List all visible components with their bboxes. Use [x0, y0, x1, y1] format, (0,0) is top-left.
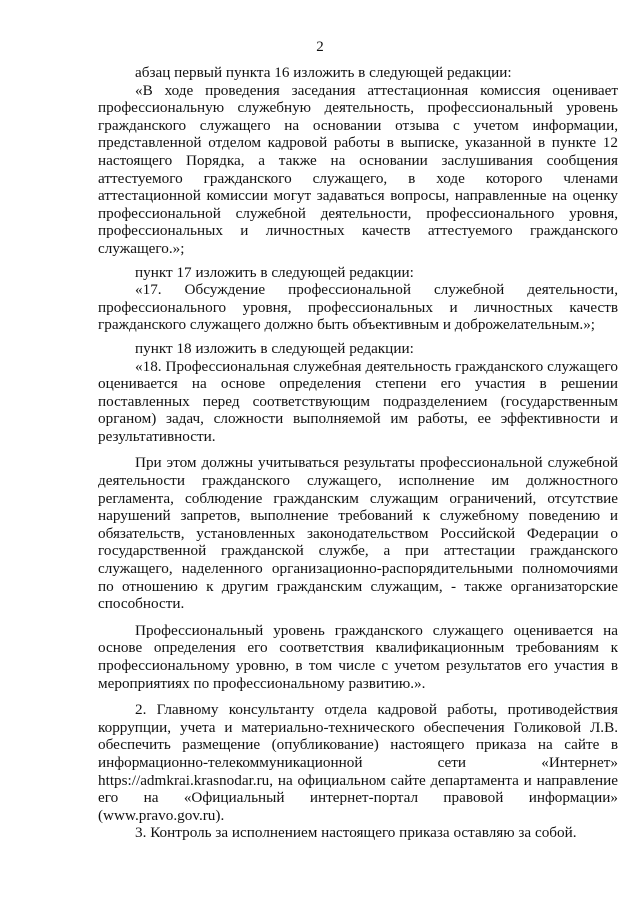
page-number: 2	[316, 39, 324, 55]
paragraph-item-3: 3. Контроль за исполнением настоящего приказа оставляю за собой.	[135, 824, 577, 842]
document-body	[98, 64, 618, 842]
paragraph-amend-17-intro: пункт 17 изложить в следующей редакции:	[135, 263, 414, 281]
paragraph-amend-18-intro: пункт 18 изложить в следующей редакции:	[135, 339, 414, 357]
paragraph-amend-18-consider: При этом должны учитываться результаты профессиональной служебной деятельности гражданского служащего, исполнение им должностного регламента, соблюдение гражданским служащим ограничений, отсутствие нарушений запретов, выполнение требований к служебному поведению и обязательств, установленных законодательством Российской Федерации о государственной гражданской службе, а при аттестации гражданского служащего, наделенного организационно-распорядительными полномочиями по отношению к другим гражданским служащим, - также организаторские способности.	[98, 454, 618, 613]
paragraph-amend-18-level: Профессиональный уровень гражданского служащего оценивается на основе определения его соответствия квалификационным требованиям к профессиональному уровню, в том числе с учетом результатов его участия в мероприятиях по профессиональному развитию.».	[98, 621, 618, 692]
paragraph-amend-18-text: «18. Профессиональная служебная деятельность гражданского служащего оценивается на основе определения степени его участия в решении поставленных перед соответствующим подразделением (государственным органом) задач, сложности выполняемой им работы, ее эффективности и результативности.	[98, 357, 618, 445]
paragraph-item-2: 2. Главному консультанту отдела кадровой работы, противодействия коррупции, учета и материально-технического обеспечения Голиковой Л.В. обеспечить размещение (опубликование) настоящего приказа на сайте в информационно-телекоммуникационной сети «Интернет» https://admkrai.krasnodar.ru, на официальном сайте департамента и направление его на «Официальный интернет-портал правовой информации» (www.pravo.gov.ru).	[98, 701, 618, 824]
paragraph-amend-16-intro: абзац первый пункта 16 изложить в следующей редакции:	[135, 64, 512, 81]
paragraph-amend-16-text: «В ходе проведения заседания аттестационная комиссия оценивает профессиональную служебную деятельность, профессиональный уровень гражданского служащего на основании отзыва с учетом информации, представленной отделом кадровой работы в выписке, указанной в пункте 12 настоящего Порядка, а также на основании заслушивания сообщения аттестуемого гражданского служащего, в ходе которого членами аттестационной комиссии могут задаваться вопросы, направленные на оценку профессиональной служебной деятельности, профессионального уровня, профессиональных и личностных качеств аттестуемого гражданского служащего.»;	[98, 81, 618, 257]
paragraph-amend-17-text: «17. Обсуждение профессиональной служебной деятельности, профессионального уровня, профессиональных и личностных качеств гражданского служащего должно быть объективным и доброжелательным.»;	[98, 281, 618, 334]
